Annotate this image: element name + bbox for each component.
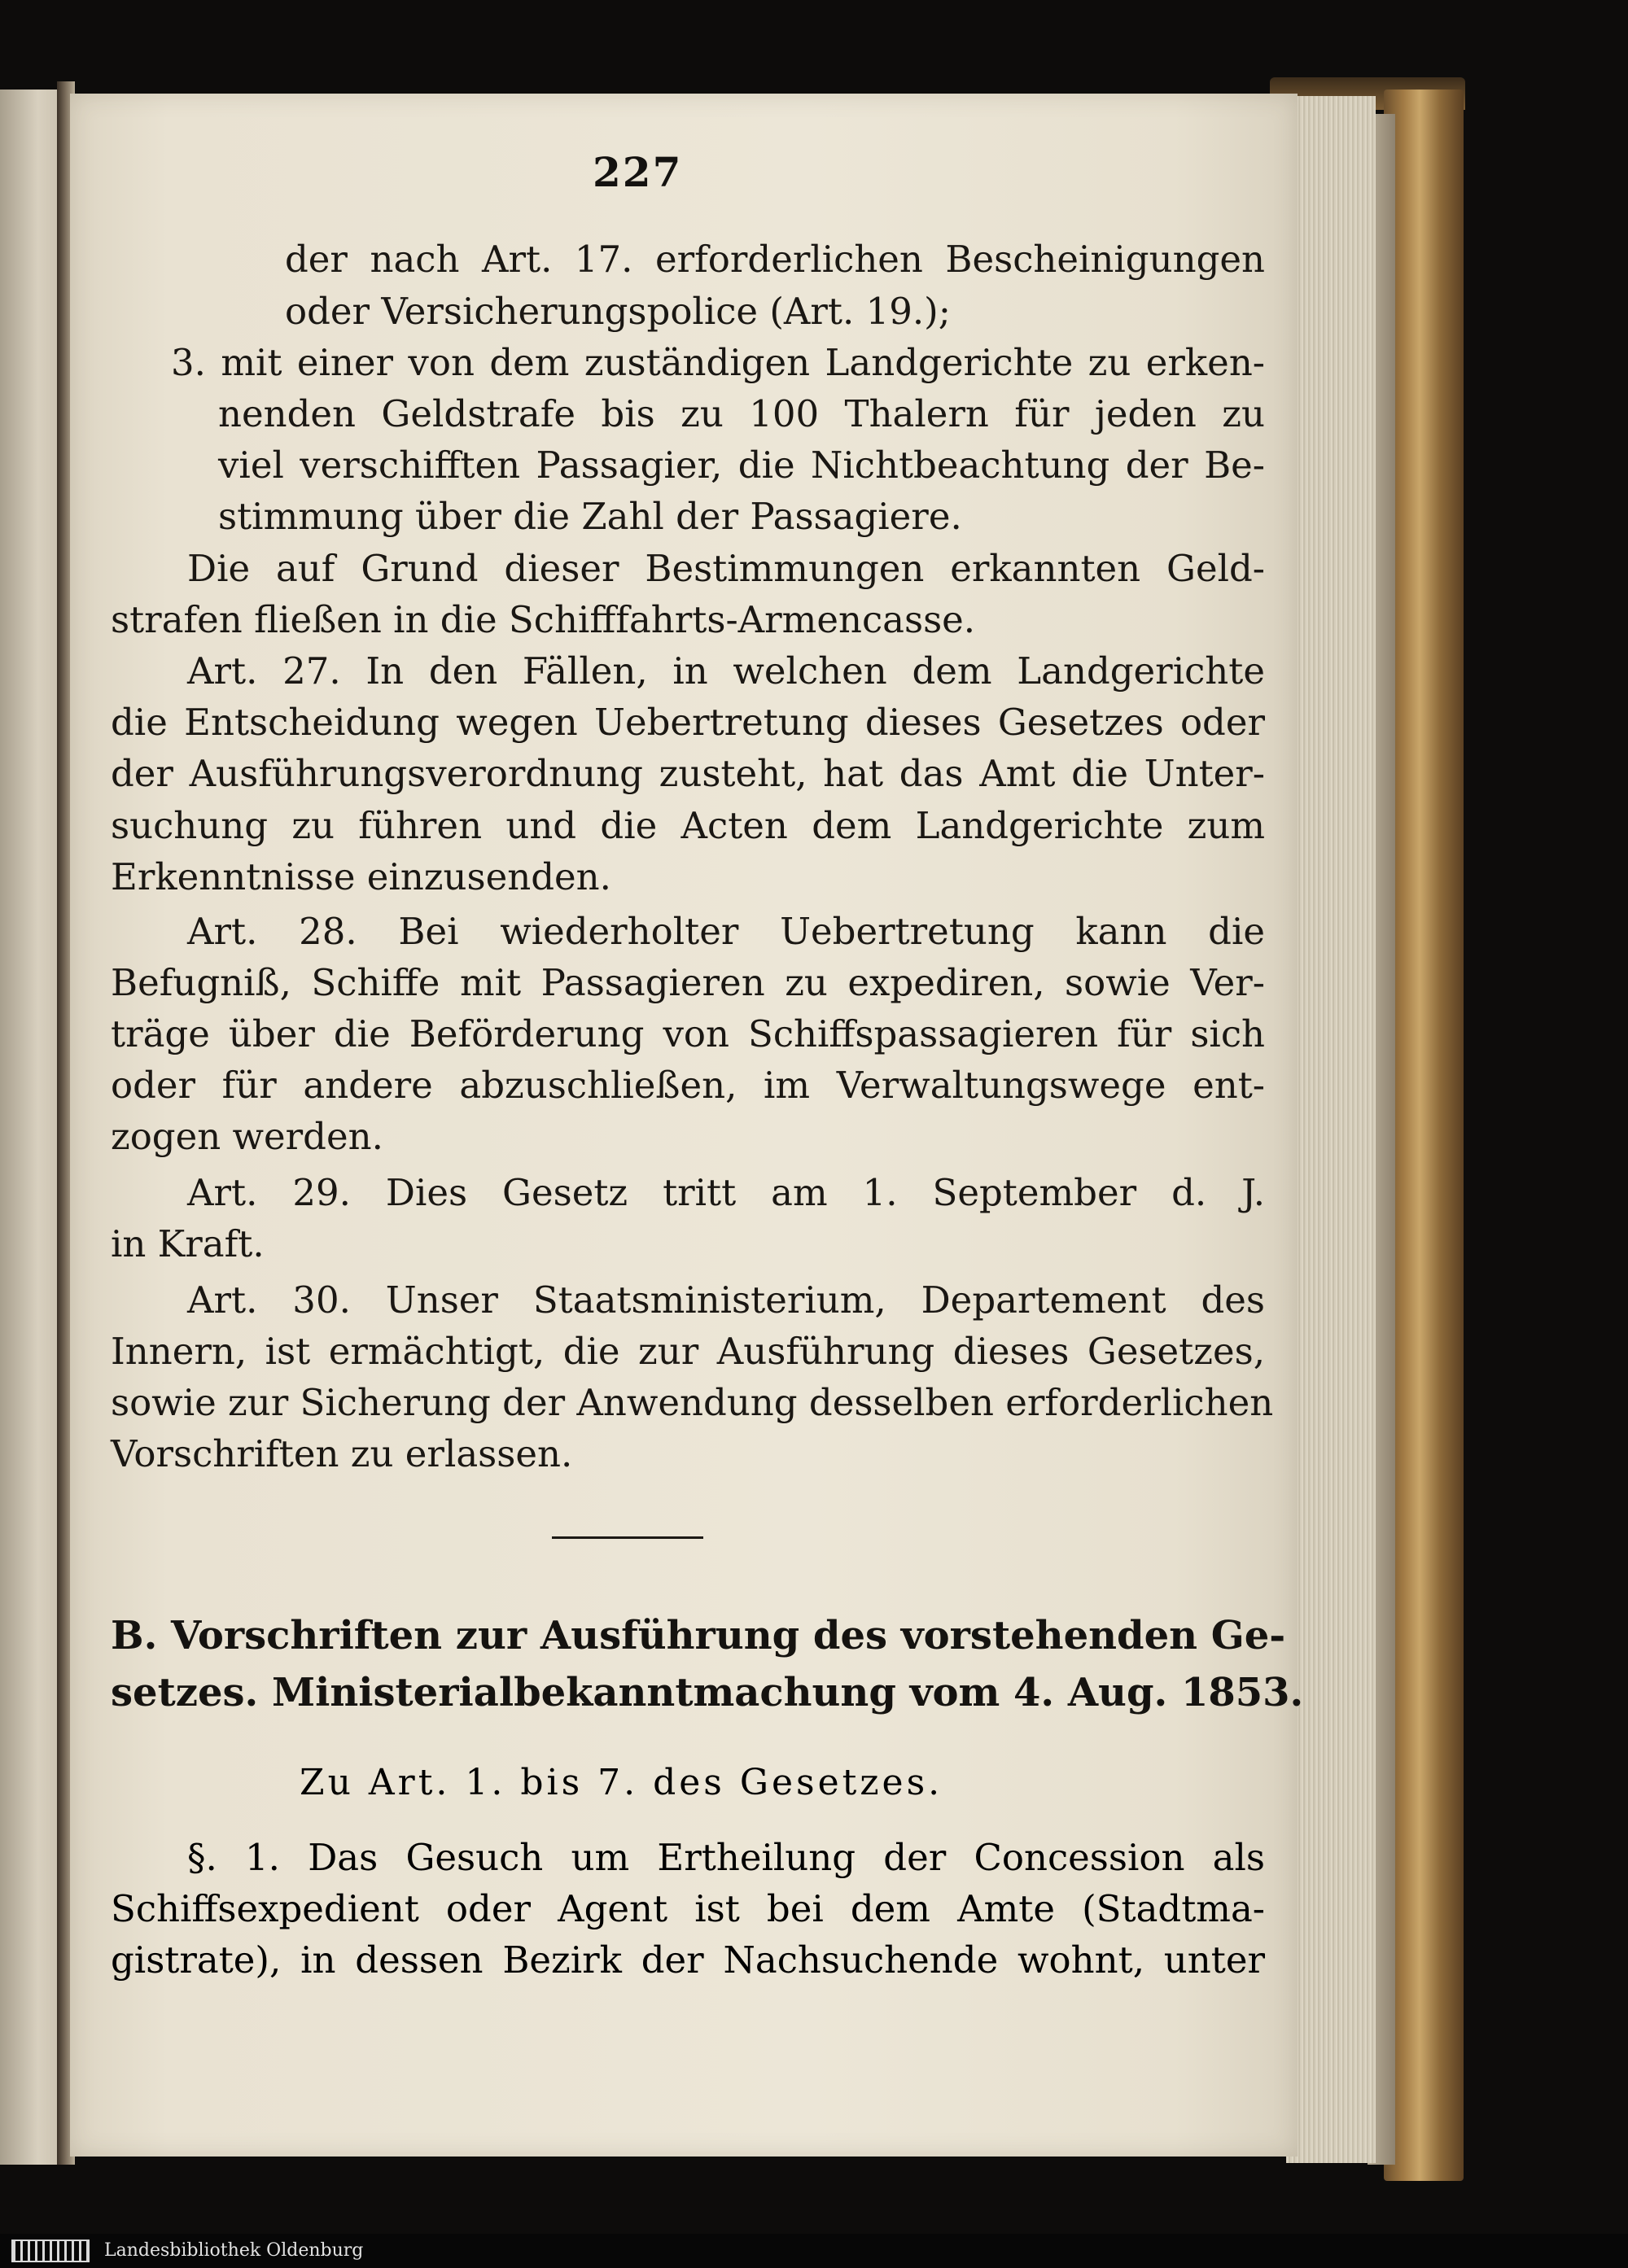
text-line: viel verschifften Passagier, die Nichtbeachtung der Be- [218, 444, 1265, 487]
text-line: Art. 28. Bei wiederholter Uebertretung kann die [187, 910, 1265, 953]
section-heading-line: setzes. Ministerialbekanntmachung vom 4. Aug. 1853. [111, 1670, 1304, 1715]
text-line: sowie zur Sicherung der Anwendung desselben erforderlichen [111, 1381, 1274, 1424]
text-line: oder Versicherungspolice (Art. 19.); [285, 290, 951, 333]
text-line: §. 1. Das Gesuch um Ertheilung der Concession als [187, 1836, 1265, 1879]
text-line: strafen fließen in die Schifffahrts-Armencasse. [111, 598, 976, 641]
page-block-edges [1286, 96, 1376, 2163]
section-heading-line: B. Vorschriften zur Ausführung des vorstehenden Ge- [111, 1613, 1286, 1658]
text-line: Befugniß, Schiffe mit Passagieren zu expediren, sowie Ver- [111, 961, 1265, 1004]
text-line: stimmung über die Zahl der Passagiere. [218, 495, 962, 538]
section-divider [552, 1536, 703, 1539]
text-line: der nach Art. 17. erforderlichen Bescheinigungen [285, 238, 1265, 281]
text-line: nenden Geldstrafe bis zu 100 Thalern für jeden zu [218, 392, 1265, 435]
text-line: träge über die Beförderung von Schiffspassagieren für sich [111, 1012, 1265, 1055]
library-logo-icon [11, 2240, 90, 2262]
text-line: zogen werden. [111, 1115, 383, 1158]
text-line: suchung zu führen und die Acten dem Landgerichte zum [111, 804, 1265, 847]
text-line: der Ausführungsverordnung zusteht, hat das Amt die Unter- [111, 752, 1265, 795]
text-line: oder für andere abzuschließen, im Verwaltungswege ent- [111, 1064, 1265, 1107]
library-name: Landesbibliothek Oldenburg [104, 2240, 364, 2261]
text-line: Vorschriften zu erlassen. [111, 1432, 573, 1475]
text-line: die Entscheidung wegen Uebertretung dieses Gesetzes oder [111, 701, 1265, 744]
text-line: Schiffsexpedient oder Agent ist bei dem Amte (Stadtma- [111, 1887, 1265, 1930]
text-line: Die auf Grund dieser Bestimmungen erkannten Geld- [187, 547, 1265, 590]
text-line: gistrate), in dessen Bezirk der Nachsuchende wohnt, unter [111, 1938, 1265, 1982]
facing-page-edge [0, 90, 63, 2165]
text-line: 3. mit einer von dem zuständigen Landgerichte zu erken- [171, 341, 1265, 384]
text-line: Art. 27. In den Fällen, in welchen dem Landgerichte [187, 649, 1265, 693]
text-line: in Kraft. [111, 1222, 265, 1265]
text-line: Art. 30. Unser Staatsministerium, Departement des [187, 1278, 1265, 1322]
subheading: Zu Art. 1. bis 7. des Gesetzes. [300, 1762, 943, 1803]
book-cover-edge [1384, 90, 1464, 2181]
page-number: 227 [593, 148, 683, 196]
text-line: Erkenntnisse einzusenden. [111, 855, 611, 898]
text-line: Art. 29. Dies Gesetz tritt am 1. September d. J. [187, 1171, 1265, 1214]
text-line: Innern, ist ermächtigt, die zur Ausführung dieses Gesetzes, [111, 1330, 1265, 1373]
